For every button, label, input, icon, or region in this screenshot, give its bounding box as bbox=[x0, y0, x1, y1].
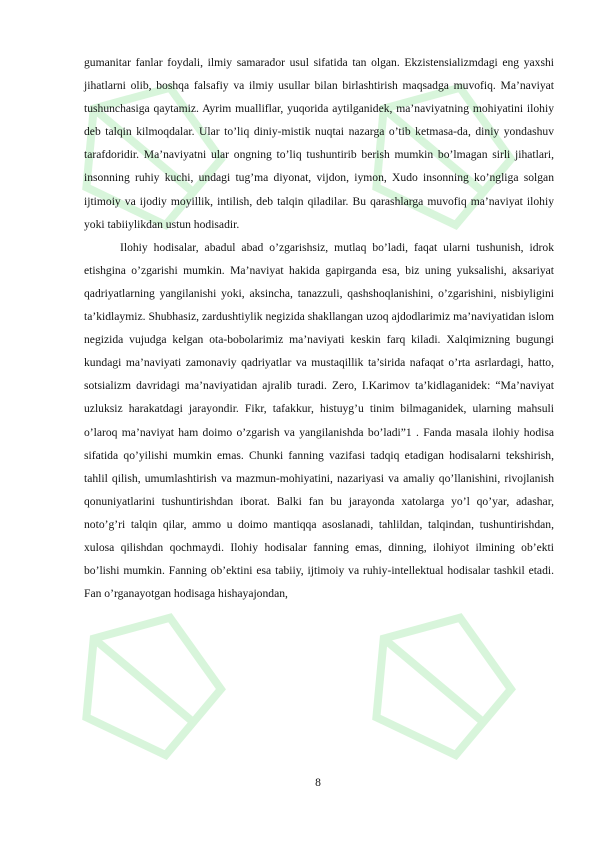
watermark-logo-icon bbox=[70, 590, 240, 795]
document-body bbox=[84, 51, 554, 605]
paragraph-2: Ilohiy hodisalar, abadul abad o’zgarishsiz, mutlaq bo’ladi, faqat ularni tushunish, idrok etishgina o’zgarishi mumkin. Ma’naviyat hakida gapirganda esa, biz uning yuksalishi, aksariyat qadriyatlarning yangilanishi yoki, aksincha, tanazzuli, qashshoqlanishini, o’zgarishini, nisbiyligini ta’kidlaymiz. Shubhasiz, zardushtiylik negizida shakllangan uzoq ajdodlarimiz ma’naviyatidan islom negizida vujudga kelgan ota-bobolarimiz ma’naviyati keskin farq kiladi. Xalqimizning bugungi kundagi ma’naviyati zamonaviy qadriyatlar va mustaqillik ta’sirida nafaqat o’rta asrlardagi, hatto, sotsializm davridagi ma’naviyatidan ajralib turadi. Zero, I.Karimov ta’kidlaganidek: “Ma’naviyat uzluksiz harakatdagi jarayondir. Fikr, tafakkur, histuyg’u tinim bilmaganidek, ularning mahsuli o’laroq ma’naviyat ham doimo o’zgarish va yangilanishda bo’ladi”1 . Fanda masala ilohiy hodisa sifatida qo’yilishi mumkin emas. Chunki fanning vazifasi tadqiq etadigan hodisalarni tekshirish, tahlil qilish, umumlashtirish va mazmun-mohiyatini, nazariyasi va amaliy qo’llanishini, rivojlanish qonuniyatlarini tushuntirishdan iborat. Balki fan bu jarayonda xatolarga yo’l qo’yar, adashar, noto’g’ri talqin qilar, ammo u doimo mantiqqa asoslanadi, tahlildan, talqindan, tushuntirishdan, xulosa qilishdan qochmaydi. Ilohiy hodisalar fanning emas, dinning, ilohiyot ilmining ob’ekti bo’lishi mumkin. Fanning ob’ektini esa tabiiy, ijtimoiy va ruhiy-intellektual hodisalar tashkil etadi. Fan o’rganayotgan hodisaga hishayajondan, bbox=[84, 240, 554, 601]
paragraph-1: gumanitar fanlar foydali, ilmiy samarador usul sifatida tan olgan. Ekzistensializmdagi eng yaxshi jihatlarni olib, boshqa falsafiy va ilmiy usullar bilan birlashtirish maqsadga muvofiq. Ma’naviyat tushunchasiga qaytamiz. Ayrim mualliflar, yuqorida aytilganidek, ma’naviyatning mohiyatini ilohiy deb talqin kilmoqdalar. Ular to’liq diniy-mistik nuqtai nazarga o’tib ketmasa-da, diniy yondashuv tarafdoridir. Ma’naviyatni ular ongning to’liq tushuntirib berish mumkin bo’lmagan sirli jihatlari, insonning ruhiy kuchi, undagi tug’ma diyonat, vijdon, iymon, Xudo insonning ko’ngliga solgan ijtimoiy va ijodiy moyillik, intilish, deb talqin qiladilar. Bu qarashlarga muvofiq ma’naviyat ilohiy yoki tabiiylikdan ustun hodisadir. bbox=[84, 56, 554, 231]
page-number: 8 bbox=[315, 776, 321, 789]
watermark-logo-icon bbox=[360, 590, 530, 795]
